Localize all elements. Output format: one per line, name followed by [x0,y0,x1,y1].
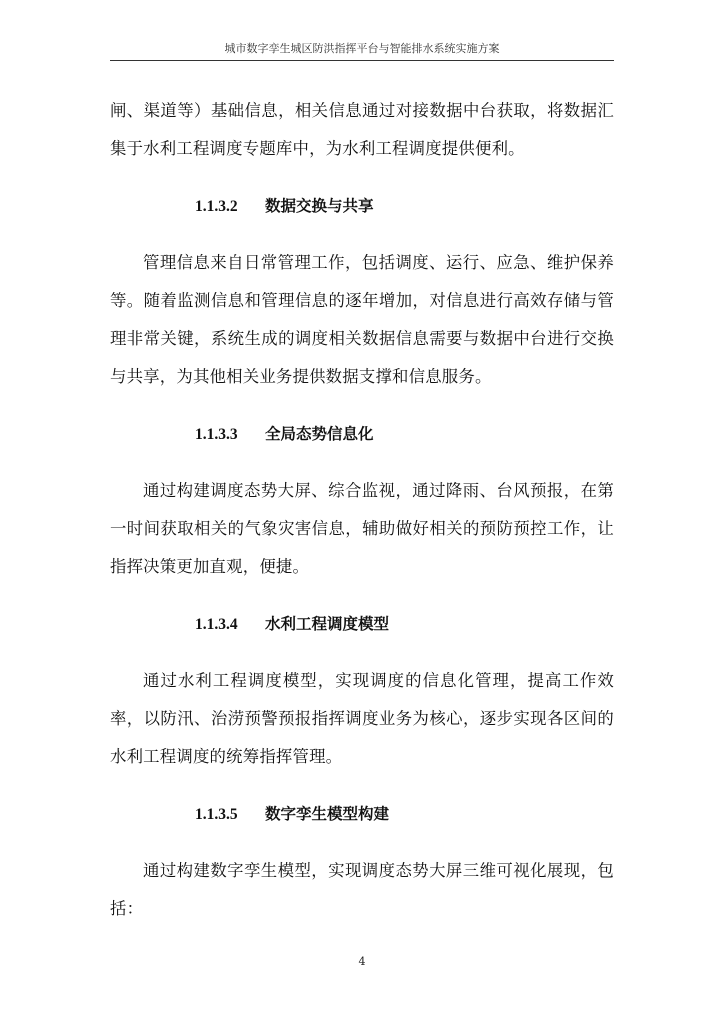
document-body [110,92,614,928]
section-title: 数字孪生模型构建 [265,805,390,823]
section-title: 水利工程调度模型 [265,615,390,633]
dispatch-model-paragraph: 通过水利工程调度模型，实现调度的信息化管理，提高工作效率，以防汛、治涝预警预报指挥调度业务为核心，逐步实现各区间的水利工程调度的统筹指挥管理。 [110,671,614,766]
section-heading-1-1-3-4 [110,605,614,644]
intro-paragraph: 闸、渠道等）基础信息，相关信息通过对接数据中台获取，将数据汇集于水利工程调度专题库中，为水利工程调度提供便利。 [110,101,614,158]
section-title: 数据交换与共享 [265,197,374,215]
digital-twin-paragraph: 通过构建数字孪生模型，实现调度态势大屏三维可视化展现，包括： [110,861,614,918]
section-number: 1.1.3.5 [195,806,238,823]
page-number: 4 [358,955,366,968]
situation-paragraph: 通过构建调度态势大屏、综合监视，通过降雨、台风预报，在第一时间获取相关的气象灾害信息，辅助做好相关的预防预控工作，让指挥决策更加直观，便捷。 [110,481,614,576]
page-header [110,40,614,61]
header-title: 城市数字孪生城区防洪指挥平台与智能排水系统实施方案 [224,42,500,55]
section-number: 1.1.3.2 [195,198,238,215]
section-number: 1.1.3.3 [195,426,238,443]
section-number: 1.1.3.4 [195,616,238,633]
data-exchange-paragraph: 管理信息来自日常管理工作，包括调度、运行、应急、维护保养等。随着监测信息和管理信息的逐年增加，对信息进行高效存储与管理非常关键，系统生成的调度相关数据信息需要与数据中台进行交换与共享，为其他相关业务提供数据支撑和信息服务。 [110,253,614,386]
section-heading-1-1-3-3 [110,415,614,454]
section-heading-1-1-3-2 [110,187,614,226]
section-title: 全局态势信息化 [265,425,374,443]
section-heading-1-1-3-5 [110,795,614,834]
